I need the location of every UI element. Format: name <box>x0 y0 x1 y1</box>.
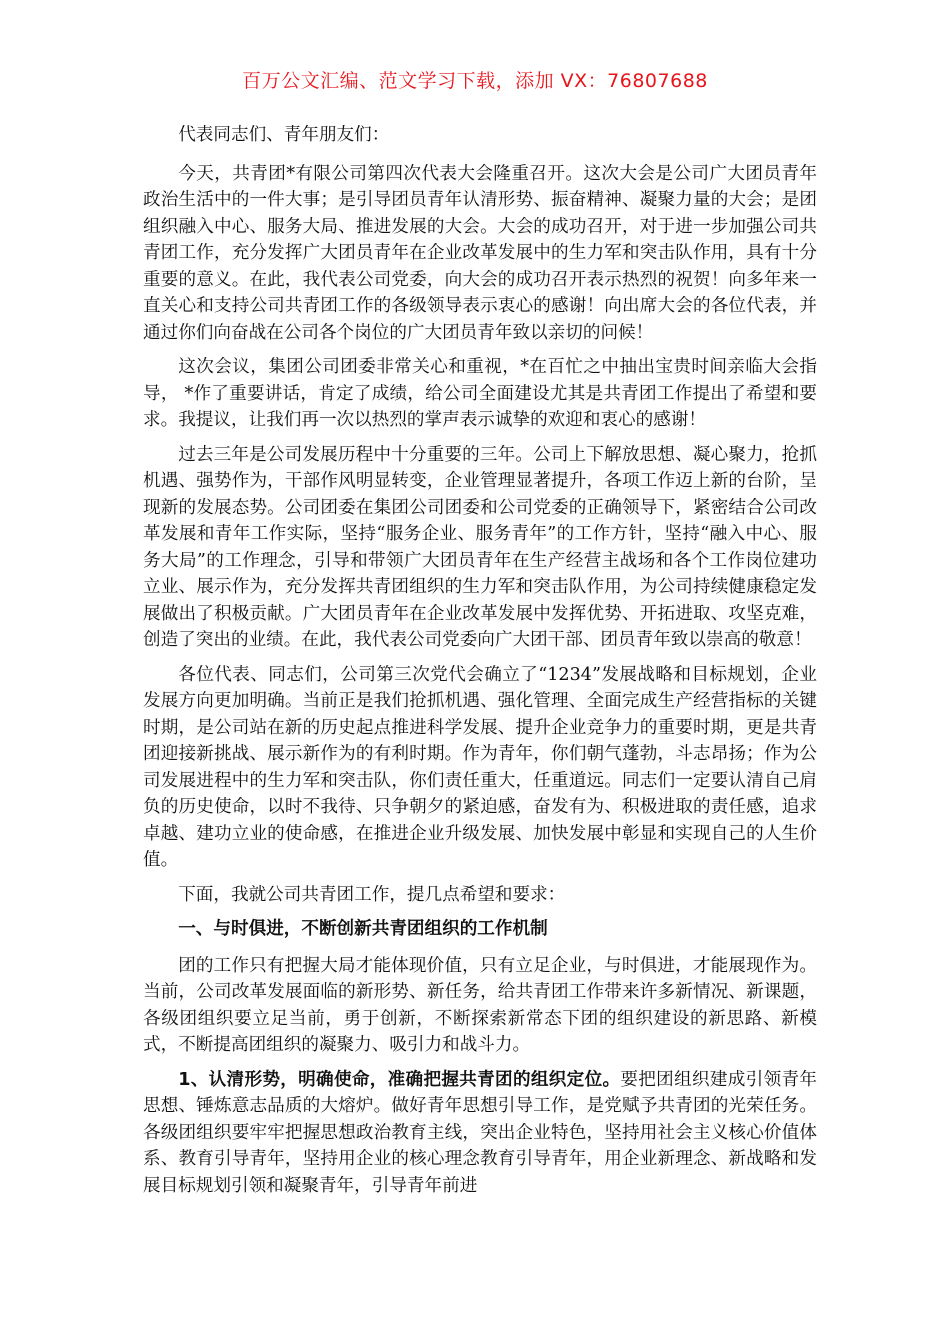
paragraph-requirements-intro: 下面，我就公司共青团工作，提几点希望和要求： <box>178 884 566 905</box>
paragraph-point-1 <box>143 1067 817 1200</box>
download-banner: 百万公文汇编、范文学习下载，添加 VX：76807688 <box>242 70 708 92</box>
salutation: 代表同志们、青年朋友们： <box>178 125 390 145</box>
paragraph-strategy: 各位代表、同志们，公司第三次党代会确立了“1234”发展战略和目标规划，企业发展方向更加明确。当前正是我们抢抓机遇、强化管理、全面完成生产经营指标的关键时期，是公司站在新的历史起点推进科学发展、提升企业竞争力的重要时期，更是共青团迎接新挑战、展示新作为的有利时期。作为青年，你们朝气蓬勃，斗志昂扬；作为公司发展进程中的生力军和突击队，你们责任重大，任重道远。同志们一定要认清自己肩负的历史使命，以时不我待、只争朝夕的紧迫感，奋发有为、积极进取的责任感，追求卓越、建功立业的使命感，在推进企业升级发展、加快发展中彰显和实现自己的人生价值。 <box>143 664 817 870</box>
point-1-lead: 1、认清形势，明确使命，准确把握共青团的组织定位。 <box>178 1069 621 1090</box>
section-heading-1: 一、与时俱进，不断创新共青团组织的工作机制 <box>178 919 548 939</box>
paragraph-past-three-years: 过去三年是公司发展历程中十分重要的三年。公司上下解放思想、凝心聚力，抢抓机遇、强势作为，干部作风明显转变，企业管理显著提升，各项工作迈上新的台阶，呈现新的发展态势。公司团委在集团公司团委和公司党委的正确领导下，紧密结合公司改革发展和青年工作实际，坚持“服务企业、服务青年”的工作方针，坚持“融入中心、服务大局”的工作理念，引导和带领广大团员青年在生产经营主战场和各个工作岗位建功立业、展示作为，充分发挥共青团组织的生力军和突击队作用，为公司持续健康稳定发展做出了积极贡献。广大团员青年在企业改革发展中发挥优势、开拓进取、攻坚克难，创造了突出的业绩。在此，我代表公司党委向广大团干部、团员青年致以崇高的敬意！ <box>143 444 817 650</box>
speech-body <box>143 122 817 1207</box>
paragraph-thanks: 这次会议，集团公司团委非常关心和重视，*在百忙之中抽出宝贵时间亲临大会指导， *作了重要讲话，肯定了成绩，给公司全面建设尤其是共青团工作提出了希望和要求。我提议，让我们再一次以热烈的掌声表示诚挚的欢迎和衷心的感谢！ <box>143 357 817 430</box>
paragraph-opening: 今天，共青团*有限公司第四次代表大会隆重召开。这次大会是公司广大团员青年政治生活中的一件大事；是引导团员青年认清形势、振奋精神、凝聚力量的大会；是团组织融入中心、服务大局、推进发展的大会。大会的成功召开，对于进一步加强公司共青团工作，充分发挥广大团员青年在企业改革发展中的生力军和突击队作用，具有十分重要的意义。在此，我代表公司党委，向大会的成功召开表示热烈的祝贺！向多年来一直关心和支持公司共青团工作的各级领导表示衷心的感谢！向出席大会的各位代表，并通过你们向奋战在公司各个岗位的广大团员青年致以亲切的问候！ <box>143 163 817 343</box>
point-1-text: 要把团组织建成引领青年思想、锤炼意志品质的大熔炉。做好青年思想引导工作，是党赋予共青团的光荣任务。各级团组织要牢牢把握思想政治教育主线，突出企业特色，坚持用社会主义核心价值体系、教育引导青年，坚持用企业的核心理念教育引导青年，用企业新理念、新战略和发展目标规划引领和凝聚青年，引导青年前进 <box>143 1069 817 1196</box>
paragraph-section-1: 团的工作只有把握大局才能体现价值，只有立足企业，与时俱进，才能展现作为。当前，公司改革发展面临的新形势、新任务，给共青团工作带来许多新情况、新课题，各级团组织要立足当前，勇于创新，不断探索新常态下团的组织建设的新思路、新模式，不断提高团组织的凝聚力、吸引力和战斗力。 <box>143 955 817 1055</box>
